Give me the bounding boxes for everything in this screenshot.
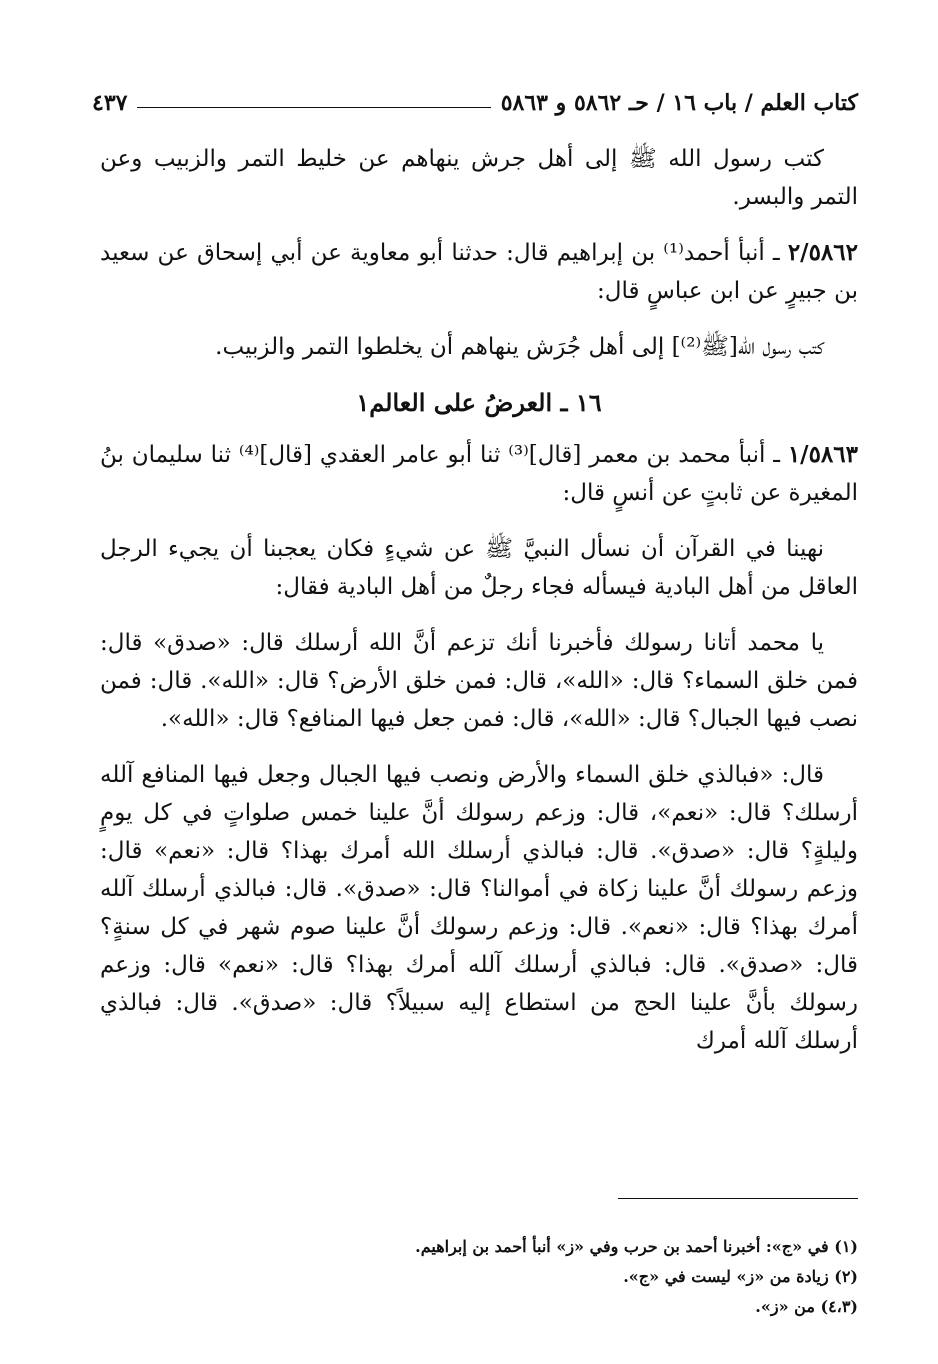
footnotes — [100, 1232, 858, 1322]
hadith-5862-text: ـ أنبأ أحمد⁽¹⁾ بن إبراهيم قال: حدثنا أبو معاوية عن أبي إسحاق عن سعيد بن جبيرٍ عن ابن عباسٍ قال: — [100, 240, 858, 304]
footnote-3-4: (٤،٣) من «ز». — [755, 1297, 858, 1316]
paragraph-3: كتب رسول الله[ﷺ⁽²⁾] إلى أهل جُرَش ينهاهم أن يخلطوا التمر والزبيب. — [215, 334, 824, 360]
header-rule — [137, 107, 490, 108]
paragraph-1: كتب رسول الله ﷺ إلى أهل جرش ينهاهم عن خليط التمر والزبيب وعن التمر والبسر. — [100, 146, 858, 210]
footnote-1: (١) في «ج»: أخبرنا أحمد بن حرب وفي «ز» أنبأ أحمد بن إبراهيم. — [415, 1237, 858, 1256]
paragraph-5: نهينا في القرآن أن نسأل النبيَّ ﷺ عن شيءٍ فكان يعجبنا أن يجيء الرجل العاقل من أهل البادية فيسأله فجاء رجلٌ من أهل البادية فقال: — [100, 536, 858, 600]
paragraph-6: يا محمد أتانا رسولك فأخبرنا أنك تزعم أنَّ الله أرسلك قال: «صدق» قال: فمن خلق السماء؟ قال: «الله»، قال: فمن خلق الأرض؟ قال: «الله». قال: فمن نصب فيها الجبال؟ قال: «الله»، قال: فمن جعل فيها المنافع؟ قال: «الله». — [100, 630, 858, 732]
hadith-5863 — [100, 436, 858, 512]
header-title: كتاب العلم / باب ١٦ / حـ ٥٨٦٢ و ٥٨٦٣ — [500, 90, 858, 116]
hadith-number-5863: ١/٥٨٦٣ — [787, 441, 858, 468]
running-header — [92, 82, 858, 116]
chapter-heading: ١٦ ـ العرضُ على العالم١ — [356, 388, 602, 417]
paragraph-7: قال: «فبالذي خلق السماء والأرض ونصب فيها الجبال وجعل فيها المنافع آلله أرسلك؟ قال: «نعم»، قال: وزعم رسولك أنَّ علينا خمس صلواتٍ في كل يومٍ وليلةٍ؟ قال: «صدق». قال: فبالذي أرسلك الله أمرك بهذا؟ قال: «نعم» قال: وزعم رسولك أنَّ علينا زكاة في أموالنا؟ قال: «صدق». قال: فبالذي أرسلك آلله أمرك بهذا؟ قال: «نعم». قال: وزعم رسولك أنَّ علينا صوم شهر في كل سنةٍ؟ قال: «صدق». قال: فبالذي أرسلك آلله أمرك بهذا؟ قال: «نعم» قال: وزعم رسولك بأنَّ علينا الحج من استطاع إليه سبيلاً؟ قال: «صدق». قال: فبالذي أرسلك آلله أمرك — [100, 762, 858, 1054]
hadith-number-5862: ٢/٥٨٦٢ — [787, 239, 858, 266]
hadith-5862 — [100, 234, 858, 310]
hadith-5863-text: ـ أنبأ محمد بن معمر [قال]⁽³⁾ ثنا أبو عامر العقدي [قال]⁽⁴⁾ ثنا سليمان بنُ المغيرة عن ثابتٍ عن أنسٍ قال: — [100, 442, 858, 506]
page-number: ٤٣٧ — [92, 90, 128, 116]
main-text — [100, 140, 858, 1078]
footnote-2: (٢) زيادة من «ز» ليست في «ج». — [623, 1267, 858, 1286]
footnote-separator — [618, 1198, 858, 1199]
